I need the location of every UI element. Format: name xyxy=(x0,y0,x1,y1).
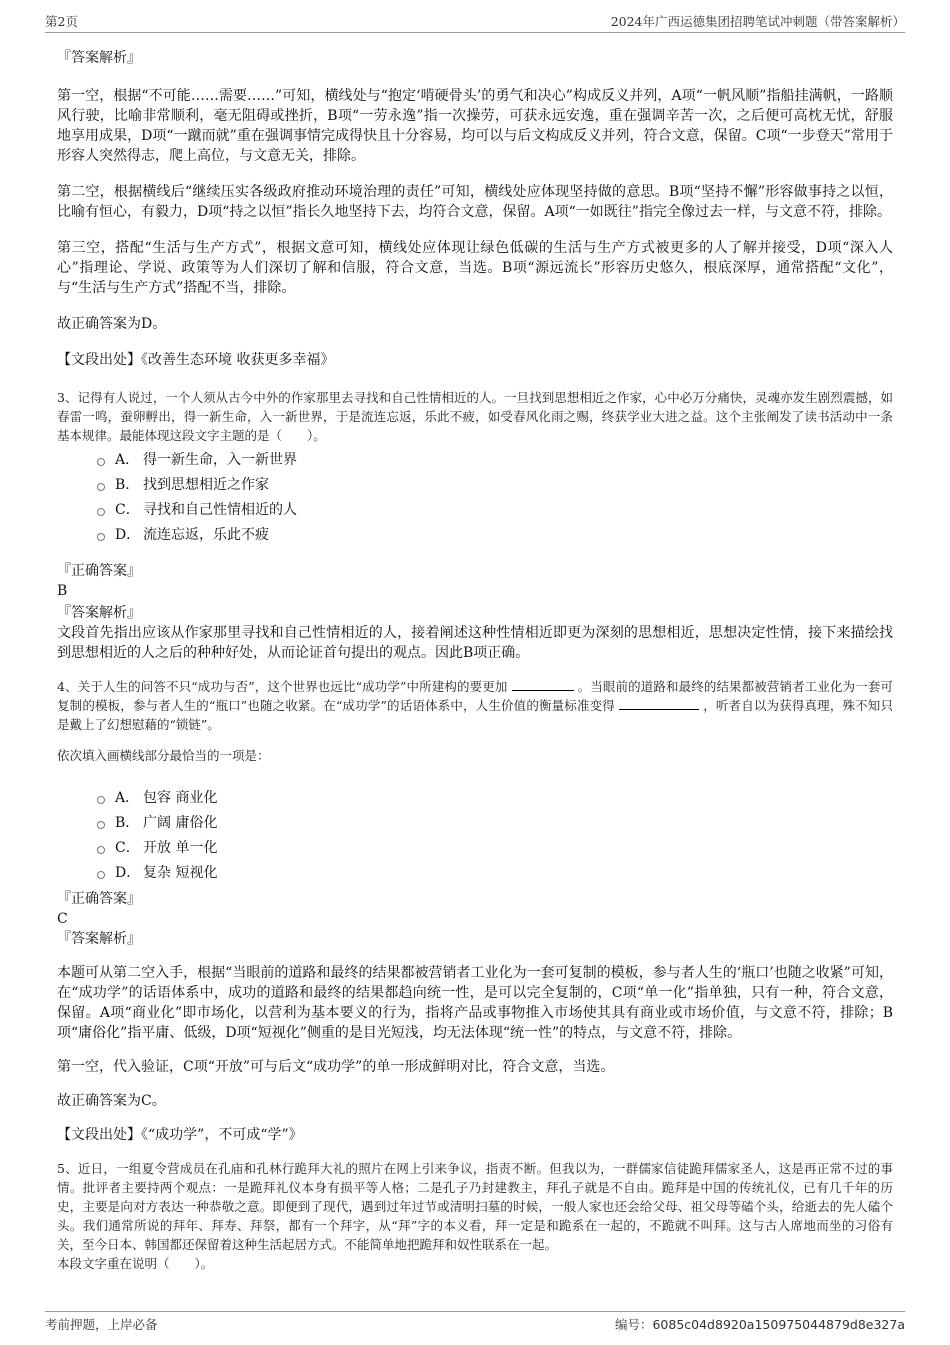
option-b[interactable]: B． 找到思想相近之作家 xyxy=(57,472,893,497)
question-5-prompt: 本段文字重在说明（ ）。 xyxy=(57,1256,214,1271)
question-3-stem: 3、记得有人说过，一个人须从古今中外的作家那里去寻找和自己性情相近的人。一旦找到思想相近之作家，心中必万分痛快，灵魂亦发生剧烈震撼，如春雷一鸣，蚕卵孵出，得一新生命，入一新世界，于是流连忘返，乐此不疲，如受春风化雨之赐，终获学业大进之益。这个主张阐发了读书活动中一条基本规律。最能体现这段文字主题的是（ ）。 xyxy=(57,390,893,443)
radio-icon[interactable] xyxy=(97,508,105,516)
page-header xyxy=(45,12,905,33)
question-3-options xyxy=(57,447,893,547)
analysis-paragraph: 第一空，根据“不可能……需要……”可知，横线处与“抱定‘啃硬骨头’的勇气和决心”构成反义并列，A项“一帆风顺”指船挂满帆，一路顺风行驶，比喻非常顺利，毫无阻碍或挫折，B项“一劳永逸”指一次操劳，可获永远安逸，重在强调辛苦一次，之后便可高枕无忧，舒服地享用成果，D项“一蹴而就”重在强调事情完成得快且十分容易，均可以与后文构成反义并列，符合文意，保留。C项“一步登天”常用于形容人突然得志，爬上高位，与文意无关，排除。 xyxy=(57,88,893,164)
radio-icon[interactable] xyxy=(97,871,105,879)
option-d[interactable]: D． 流连忘返，乐此不疲 xyxy=(57,522,893,547)
document-title: 2024年广西运德集团招聘笔试冲刺题（带答案解析） xyxy=(610,14,905,29)
option-a[interactable]: A． 包容 商业化 xyxy=(57,785,893,810)
correct-answer-label: 『正确答案』 xyxy=(57,891,141,907)
radio-icon[interactable] xyxy=(97,846,105,854)
source-reference: 【文段出处】《“成功学”，不可成“学”》 xyxy=(57,1127,303,1143)
radio-icon[interactable] xyxy=(97,821,105,829)
answer-conclusion: 故正确答案为D。 xyxy=(57,316,167,332)
page-number: 第2页 xyxy=(45,14,78,29)
question-4-stem: 4、关于人生的问答不只“成功与否”，这个世界也远比“成功学”中所建构的要更加 。当眼前的道路和最终的结果都被营销者工业化为一套可复制的模板，参与者人生的“瓶口”也随之收紧。在“成功学”的话语体系中，人生价值的衡量标准变得 ，听者自以为获得真理，殊不知只是戴上了幻想慰藉的“锁链”。 xyxy=(57,679,893,732)
correct-answer: C xyxy=(57,911,68,927)
fill-blank xyxy=(512,677,574,691)
fill-blank xyxy=(619,696,699,710)
analysis-paragraph: 本题可从第二空入手，根据“当眼前的道路和最终的结果都被营销者工业化为一套可复制的模板，参与者人生的‘瓶口’也随之收紧”可知，在“成功学”的话语体系中，成功的道路和最终的结果都趋向统一性，是可以完全复制的，C项“单一化”指单独，只有一种，符合文意，保留。A项“商业化”即市场化，以营利为基本要义的行为，指将产品或事物推入市场使其具有商业或市场价值，与文意不符，排除；B项“庸俗化”指平庸、低级，D项“短视化”侧重的是目光短浅，均无法体现“统一性”的特点，与文意不符，排除。 xyxy=(57,965,893,1041)
analysis-label: 『答案解析』 xyxy=(57,50,141,66)
question-4-options xyxy=(57,785,893,885)
analysis-paragraph: 文段首先指出应该从作家那里寻找和自己性情相近的人，接着阐述这种性情相近即更为深刻的思想相近，思想决定性情，接下来描绘找到思想相近的人之后的种种好处，从而论证首句提出的观点。因此B项正确。 xyxy=(57,625,893,661)
analysis-paragraph: 第三空，搭配“生活与生产方式”，根据文意可知，横线处应体现让绿色低碳的生活与生产方式被更多的人了解并接受，D项“深入人心”指理论、学说、政策等为人们深切了解和信服，符合文意，当选。B项“源远流长”形容历史悠久，根底深厚，通常搭配“文化”，与“生活与生产方式”搭配不当，排除。 xyxy=(57,240,893,296)
question-5-stem: 5、近日，一组夏令营成员在孔庙和孔林行跪拜大礼的照片在网上引来争议，指责不断。但我以为，一群儒家信徒跪拜儒家圣人，这是再正常不过的事情。批评者主要持两个观点：一是跪拜礼仪本身有损平等人格；二是孔子乃封建教主，拜孔子就是不自由。跪拜是中国的传统礼仪，已有几千年的历史，主要是向对方表达一种恭敬之意。即便到了现代，遇到过年过节或清明扫墓的时候，一般人家也还会给父母、祖父母等磕个头，给逝去的先人磕个头。我们通常所说的拜年、拜寿、拜祭，都有一个拜字，从“拜”字的本义看，拜一定是和跪系在一起的，不跪就不叫拜。这与古人席地而坐的习俗有关，至今日本、韩国都还保留着这种生活起居方式。不能简单地把跪拜和奴性联系在一起。 xyxy=(57,1161,893,1252)
source-reference: 【文段出处】《改善生态环境 收获更多幸福》 xyxy=(57,352,335,368)
correct-answer: B xyxy=(57,583,68,599)
option-c[interactable]: C． 寻找和自己性情相近的人 xyxy=(57,497,893,522)
analysis-paragraph: 第一空，代入验证，C项“开放”可与后文“成功学”的单一形成鲜明对比，符合文意，当选。 xyxy=(57,1059,615,1075)
radio-icon[interactable] xyxy=(97,483,105,491)
radio-icon[interactable] xyxy=(97,796,105,804)
question-4-instruction: 依次填入画横线部分最恰当的一项是： xyxy=(57,748,270,763)
page-content xyxy=(57,44,893,1273)
analysis-paragraph: 第二空，根据横线后“继续压实各级政府推动环境治理的责任”可知，横线处应体现坚持做的意思。B项“坚持不懈”形容做事持之以恒，比喻有恒心，有毅力，D项“持之以恒”指长久地坚持下去，均符合文意，保留。A项“一如既往”指完全像过去一样，与文意不符，排除。 xyxy=(57,184,893,220)
analysis-label: 『答案解析』 xyxy=(57,605,141,621)
radio-icon[interactable] xyxy=(97,533,105,541)
document-id: 编号：6085c04d8920a150975044879d8e327a xyxy=(614,1317,905,1332)
option-c[interactable]: C． 开放 单一化 xyxy=(57,835,893,860)
option-b[interactable]: B． 广阔 庸俗化 xyxy=(57,810,893,835)
radio-icon[interactable] xyxy=(97,458,105,466)
footer-slogan: 考前押题，上岸必备 xyxy=(45,1317,158,1332)
answer-conclusion: 故正确答案为C。 xyxy=(57,1093,166,1109)
correct-answer-label: 『正确答案』 xyxy=(57,563,141,579)
analysis-label: 『答案解析』 xyxy=(57,931,141,947)
option-a[interactable]: A． 得一新生命，入一新世界 xyxy=(57,447,893,472)
page-footer xyxy=(45,1311,905,1338)
option-d[interactable]: D． 复杂 短视化 xyxy=(57,860,893,885)
